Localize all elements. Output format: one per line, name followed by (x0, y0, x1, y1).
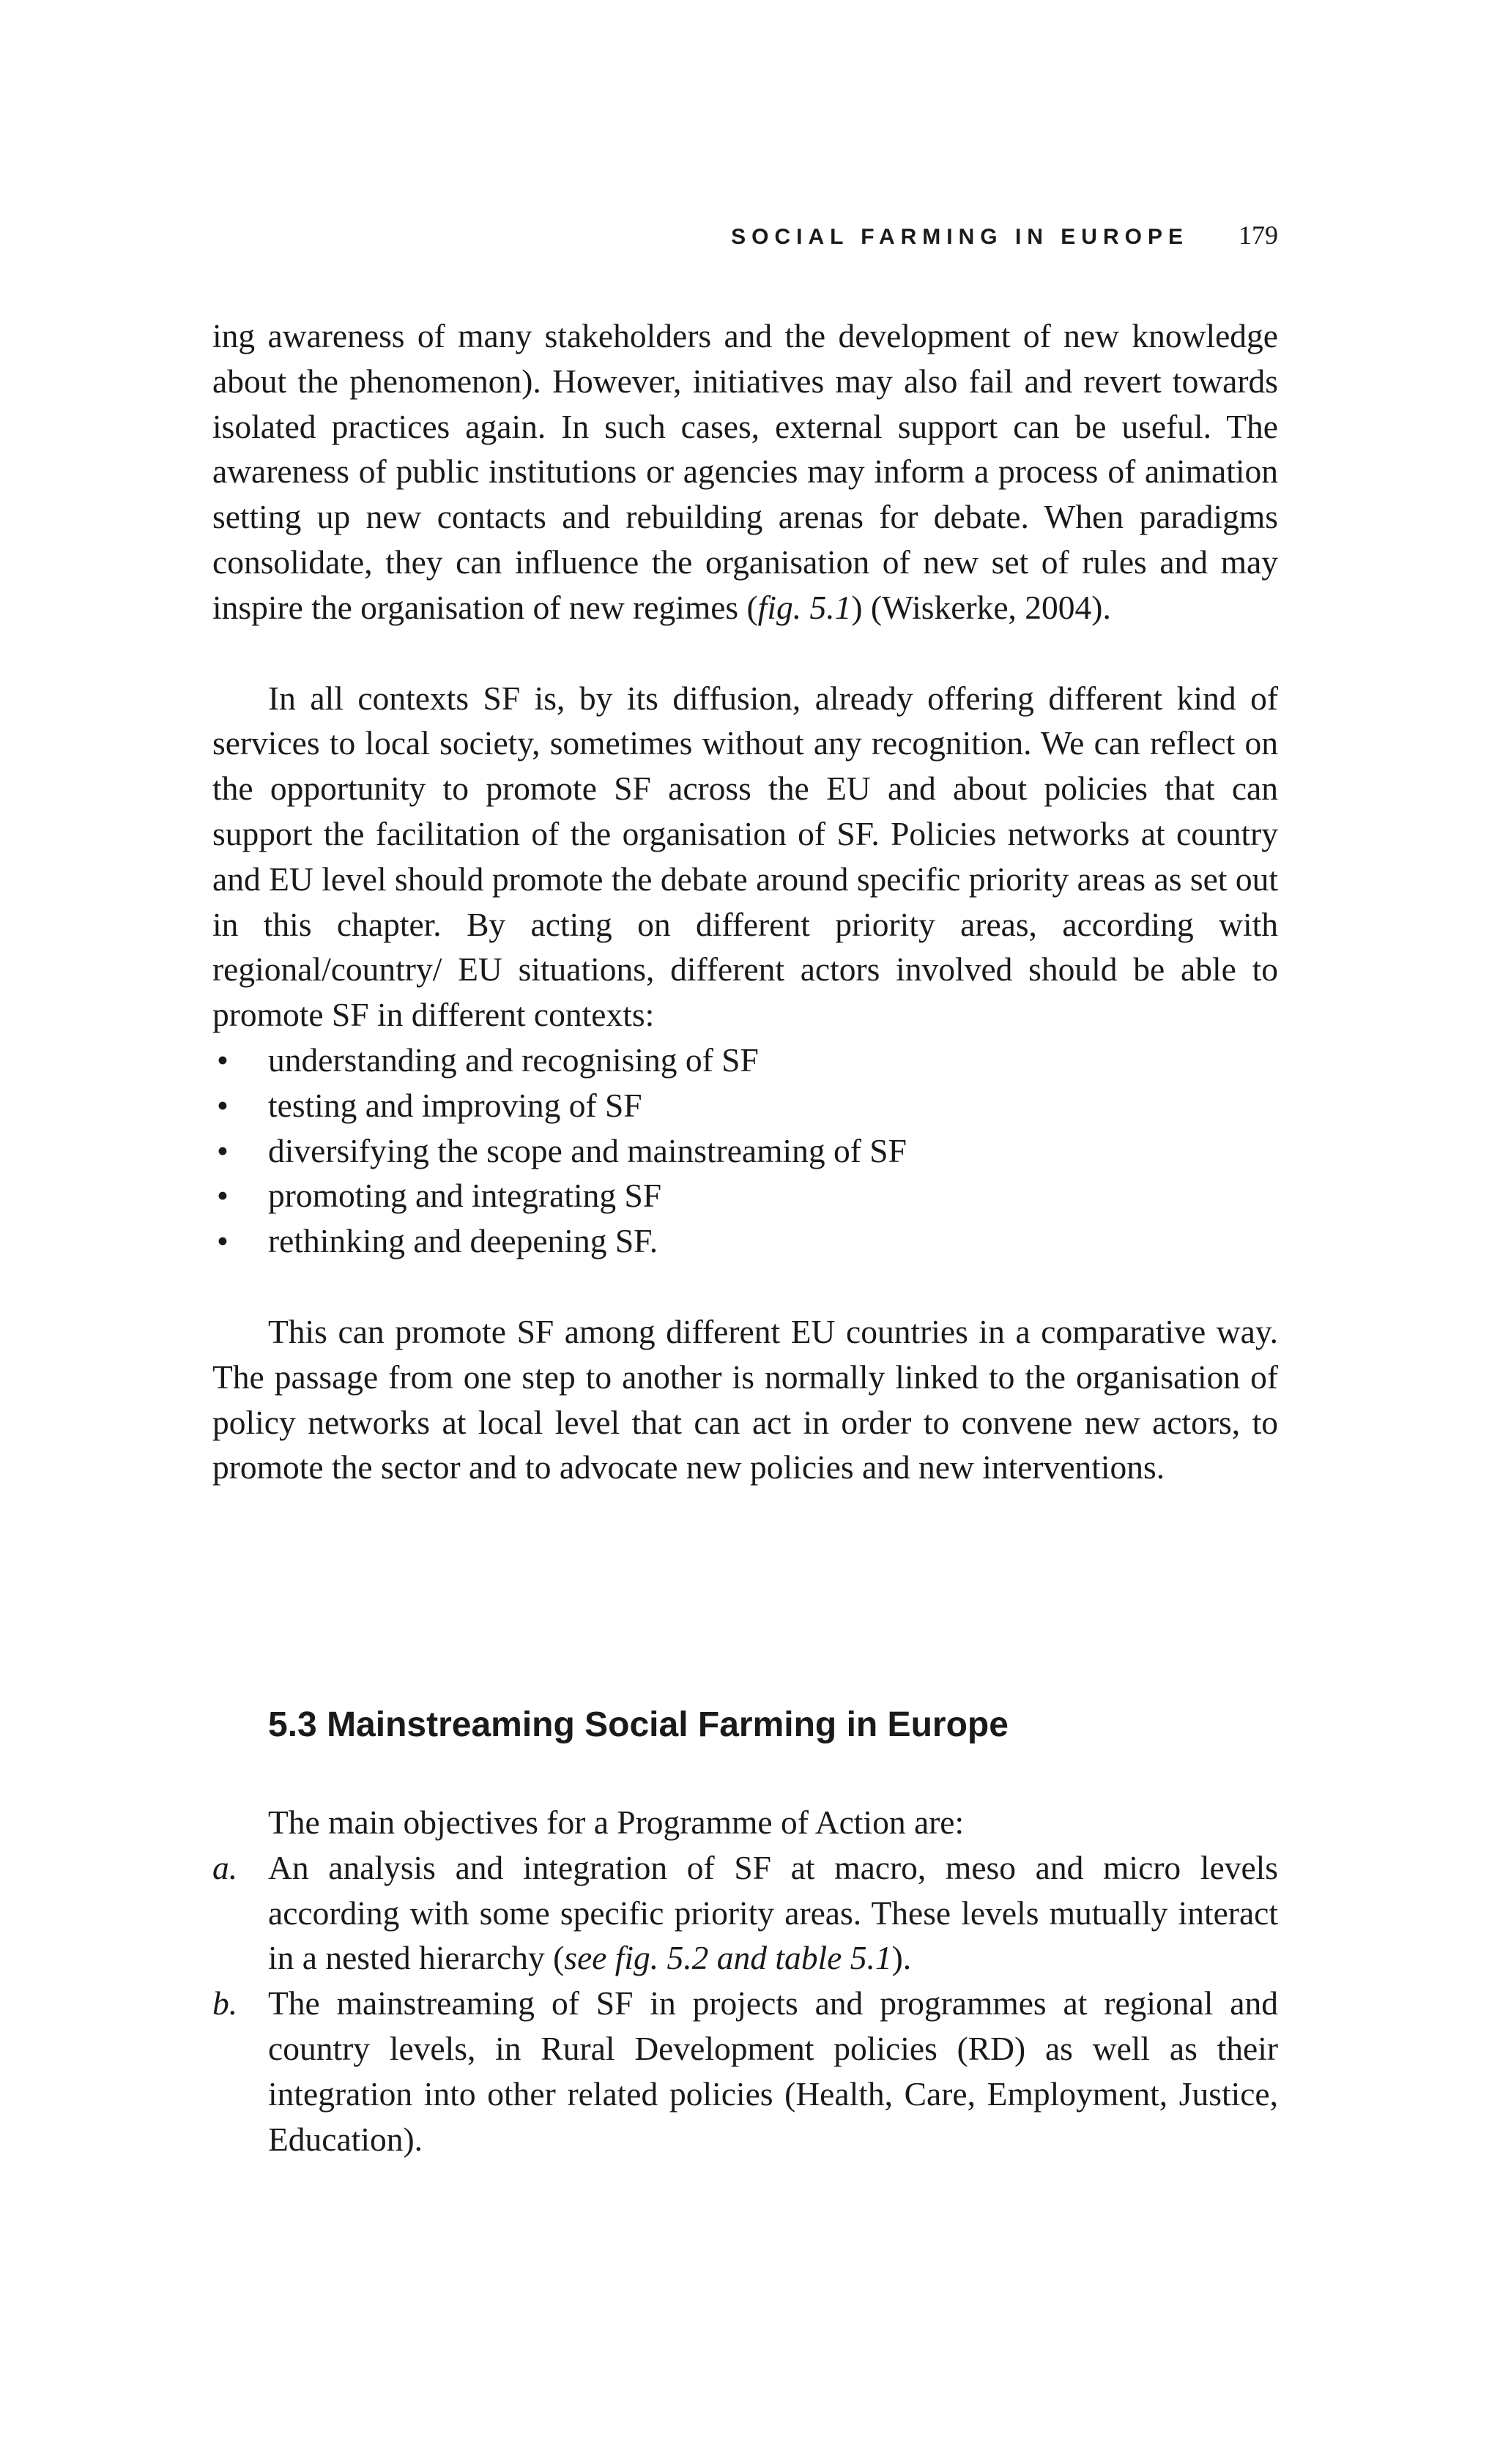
page-number: 179 (1239, 220, 1278, 250)
paragraph-contexts: In all contexts SF is, by its diffusion, already offering different kind of services to local society, sometimes without any recognition. We can reflect on the opportunity to promote SF across the EU and about policies that can support the facilitation of the organisation of SF. Policies networks at country and EU level should promote the debate around specific priority areas as set out in this chapter. By acting on different priority areas, according with regional/country/ EU situations, different actors involved should be able to promote SF in different contexts: (212, 679, 1278, 1034)
paragraph-continued (212, 313, 1278, 630)
figure-reference: fig. 5.1 (757, 588, 852, 626)
objective-marker: b. (212, 1984, 238, 2022)
objectives-list (212, 1845, 1278, 2162)
citation: ) (Wiskerke, 2004). (851, 588, 1111, 626)
paragraph-text: ing awareness of many stakeholders and the development of new knowledge about the phenomenon). However, initiatives may also fail and revert towards isolated practices again. In such cases, external support can be useful. The awareness of public institutions or agencies may inform a process of animation setting up new contacts and rebuilding arenas for debate. When paradigms consolidate, they can influence the organisation of new set of rules and may inspire the organisation of new regimes ( (212, 317, 1278, 626)
objective-text-end: ). (891, 1939, 912, 1977)
bullet-item: • diversifying the scope and mainstreaming of SF (212, 1128, 1278, 1174)
bullet-item: • rethinking and deepening SF. (212, 1218, 1278, 1264)
objective-item (212, 1845, 1278, 1981)
paragraph-comparative: This can promote SF among different EU countries in a comparative way. The passage from one step to another is normally linked to the organisation of policy networks at local level that can act in order to convene new actors, to promote the sector and to advocate new policies and new interventions. (212, 1312, 1278, 1486)
objective-marker: a. (212, 1848, 238, 1886)
bullet-item: • testing and improving of SF (212, 1083, 1278, 1128)
bullet-item: • understanding and recognising of SF (212, 1038, 1278, 1083)
objective-item (212, 1981, 1278, 2162)
section-intro: The main objectives for a Programme of Action are: (268, 1804, 965, 1841)
running-title: SOCIAL FARMING IN EUROPE (731, 225, 1189, 249)
running-header (212, 220, 1278, 250)
body-text-section (212, 1800, 1278, 2162)
objective-text: An analysis and integration of SF at macro, meso and micro levels according with some specific priority areas. These levels mutually interact in a nested hierarchy ( (268, 1848, 1278, 1977)
bullet-item: • promoting and integrating SF (212, 1173, 1278, 1218)
figure-table-reference: see fig. 5.2 and table 5.1 (564, 1939, 892, 1977)
bullet-list (212, 1038, 1278, 1264)
section-heading: 5.3 Mainstreaming Social Farming in Europe (268, 1705, 1009, 1744)
body-text-upper (212, 313, 1278, 1490)
objective-text: The mainstreaming of SF in projects and programmes at regional and country levels, in Rural Development policies (RD) as well as their integration into other related policies (Health, Care, Employment, Justice, Education). (268, 1984, 1278, 2158)
